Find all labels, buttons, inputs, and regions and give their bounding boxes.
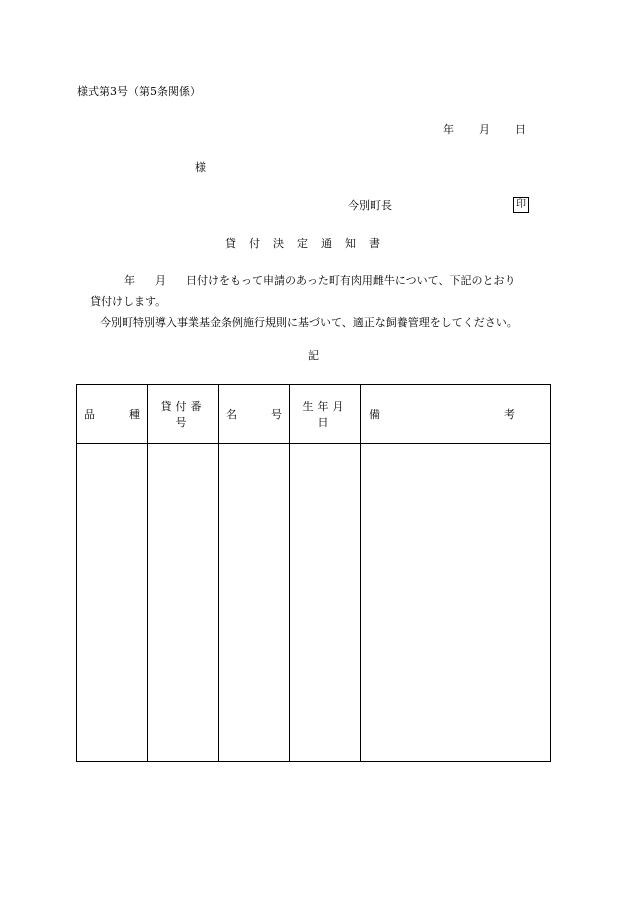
body-line-2: 貸付けします。 [90,295,167,308]
cell-remarks[interactable] [361,444,551,762]
addressee-suffix: 様 [195,161,206,174]
header-breed-a: 品 [84,408,95,421]
cell-breed[interactable] [77,444,148,762]
header-remarks-a: 備 [369,408,380,421]
form-number: 様式第3号（第5条関係） [77,85,201,98]
body-line-3: 今別町特別導入事業基金条例施行規則に基づいて、適正な飼養管理をしてください。 [100,316,518,329]
header-name-a: 名 [226,408,237,421]
issuer-title: 今別町長 [348,199,392,212]
table-header-row [77,385,551,444]
date-year-label: 年 [443,123,454,136]
cell-loan-number[interactable] [148,444,219,762]
header-remarks [361,385,551,444]
body-line-1-text: 日付けをもって申請のあった町有肉用雌牛について、下記のとおり [186,274,516,287]
ki-label: 記 [308,349,319,362]
body-month-label: 月 [155,274,166,287]
header-breed [77,385,148,444]
header-birth-date-label: 生年月日 [302,400,348,429]
header-breed-b: 種 [129,408,140,421]
header-loan-number-label: 貸付番号 [160,400,206,429]
document-title: 貸付決定通知書 [225,237,393,250]
header-loan-number [148,385,219,444]
table-row [77,444,551,762]
body-line-1 [124,275,515,286]
body-year-label: 年 [124,274,135,287]
header-remarks-b: 考 [504,408,515,421]
cell-birth-date[interactable] [290,444,361,762]
record-table [76,384,551,762]
header-birth-date [290,385,361,444]
cell-name[interactable] [219,444,290,762]
date-line [443,124,526,135]
date-month-label: 月 [479,123,490,136]
header-name [219,385,290,444]
seal-mark: 印 [513,197,529,213]
date-day-label: 日 [515,123,526,136]
header-name-b: 号 [271,408,282,421]
